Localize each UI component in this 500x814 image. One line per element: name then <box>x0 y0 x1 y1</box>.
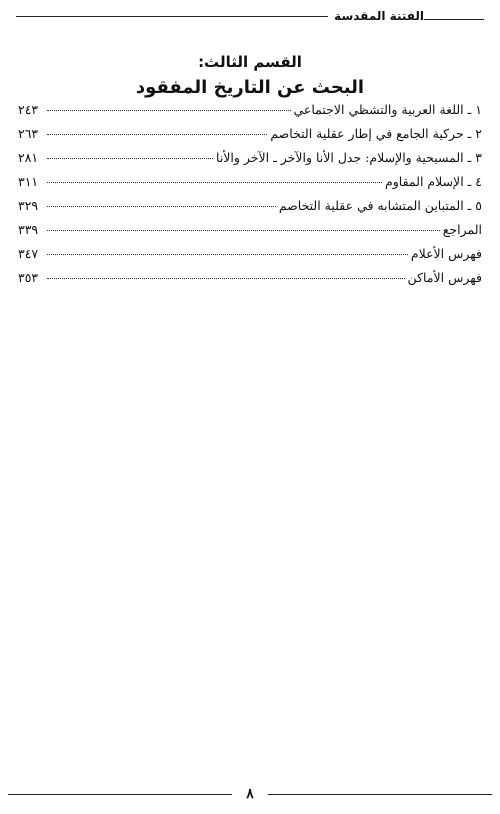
dot-leader <box>47 158 213 159</box>
toc-entry-page: ٣٥٣ <box>18 270 39 285</box>
toc-entry-page: ٢٦٣ <box>18 126 39 141</box>
toc-entry[interactable] <box>18 222 482 246</box>
footer-rule-left <box>8 794 232 795</box>
page-number: ٨ <box>246 786 254 802</box>
toc-entry-label: ٥ ـ المتباين المتشابه في عقلية التخاصم <box>278 198 482 213</box>
toc-entry[interactable] <box>18 198 482 222</box>
footer-rule-right <box>268 794 492 795</box>
toc-entry[interactable] <box>18 246 482 270</box>
running-header <box>16 7 484 25</box>
section-title: القسم الثالث: <box>198 53 302 71</box>
dot-leader <box>47 206 276 207</box>
dot-leader <box>47 230 440 231</box>
dot-leader <box>47 182 382 183</box>
toc-entry-label: المراجع <box>442 222 482 237</box>
toc-entry-label: ٢ ـ حركية الجامع في إطار عقلية التخاصم <box>270 126 482 141</box>
toc-entry[interactable] <box>18 102 482 126</box>
toc-entry-page: ٣١١ <box>18 174 39 189</box>
toc-entry-label: فهرس الأماكن <box>407 270 482 285</box>
table-of-contents <box>18 102 482 294</box>
running-title: الفتنة المقدسة <box>334 9 424 23</box>
header-rule <box>16 16 328 17</box>
header-rule-right <box>424 19 484 20</box>
toc-entry[interactable] <box>18 126 482 150</box>
toc-entry-page: ٢٨١ <box>18 150 39 165</box>
toc-entry[interactable] <box>18 150 482 174</box>
dot-leader <box>47 134 267 135</box>
dot-leader <box>47 278 405 279</box>
toc-entry[interactable] <box>18 174 482 198</box>
dot-leader <box>47 110 291 111</box>
toc-entry-page: ٣٣٩ <box>18 222 39 237</box>
toc-entry-label: ٤ ـ الإسلام المقاوم <box>385 174 482 189</box>
toc-entry-page: ٣٤٧ <box>18 246 39 261</box>
page-footer <box>8 786 492 802</box>
section-subtitle: البحث عن التاريخ المفقود <box>135 77 365 98</box>
toc-entry-page: ٣٢٩ <box>18 198 39 213</box>
toc-entry-label: ٣ ـ المسيحية والإسلام: جدل الأنا والآخر ـ الآخر والأنا <box>216 150 482 165</box>
toc-entry[interactable] <box>18 270 482 294</box>
toc-entry-label: فهرس الأعلام <box>410 246 482 261</box>
toc-entry-label: ١ ـ اللغة العربية والتشظي الاجتماعي <box>293 102 482 117</box>
dot-leader <box>47 254 408 255</box>
toc-entry-page: ٢٤٣ <box>18 102 39 117</box>
